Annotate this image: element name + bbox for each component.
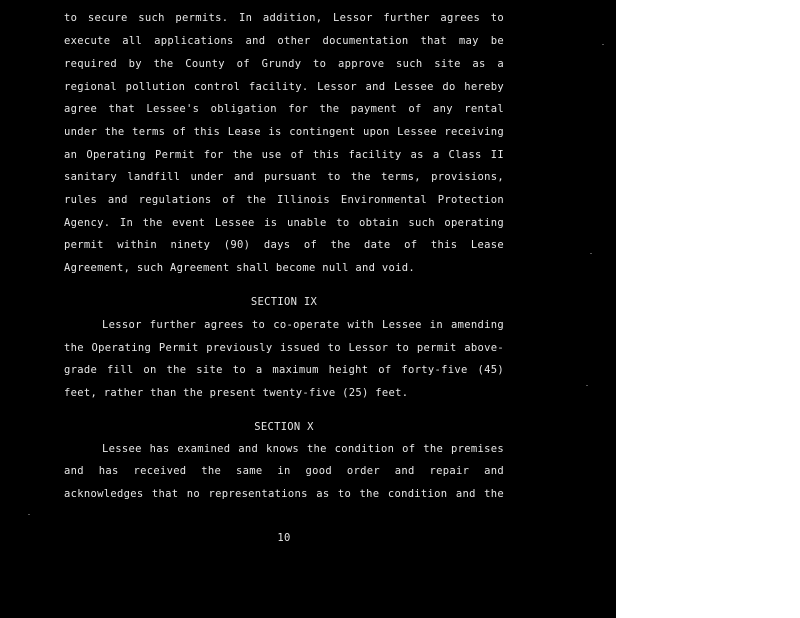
page-number: 10 <box>277 532 291 544</box>
text-line: feet, rather than the present twenty-five (25) feet. <box>64 387 409 399</box>
section-ix-heading: SECTION IX <box>250 296 318 308</box>
text-line: Agency. In the event Lessee is unable to obtain such operating <box>64 217 504 229</box>
text-line: and has received the same in good order and repair and <box>64 465 504 477</box>
text-line: grade fill on the site to a maximum height of forty-five (45) <box>64 364 504 376</box>
text-line: execute all applications and other documentation that may be <box>64 35 504 47</box>
text-line: sanitary landfill under and pursuant to the terms, provisions, <box>64 171 504 183</box>
text-line: an Operating Permit for the use of this facility as a Class II <box>64 149 504 161</box>
text-line: Agreement, such Agreement shall become null and void. <box>64 262 415 274</box>
text-line: required by the County of Grundy to approve such site as a <box>64 58 504 70</box>
scan-speck <box>602 44 604 45</box>
scan-speck <box>590 253 592 254</box>
text-line: rules and regulations of the Illinois Environmental Protection <box>64 194 504 206</box>
scan-speck <box>28 514 30 515</box>
text-line: the Operating Permit previously issued to Lessor to permit above- <box>64 342 504 354</box>
text-line: regional pollution control facility. Lessor and Lessee do hereby <box>64 81 504 93</box>
section-x-heading: SECTION X <box>254 421 314 433</box>
text-line: Lessee has examined and knows the condition of the premises <box>102 443 504 455</box>
text-line: permit within ninety (90) days of the date of this Lease <box>64 239 504 251</box>
text-line: agree that Lessee's obligation for the payment of any rental <box>64 103 504 115</box>
text-line: under the terms of this Lease is contingent upon Lessee receiving <box>64 126 504 138</box>
text-line: Lessor further agrees to co-operate with Lessee in amending <box>102 319 504 331</box>
text-line: to secure such permits. In addition, Lessor further agrees to <box>64 12 504 24</box>
scan-speck <box>586 385 588 386</box>
text-line: acknowledges that no representations as to the condition and the <box>64 488 504 500</box>
